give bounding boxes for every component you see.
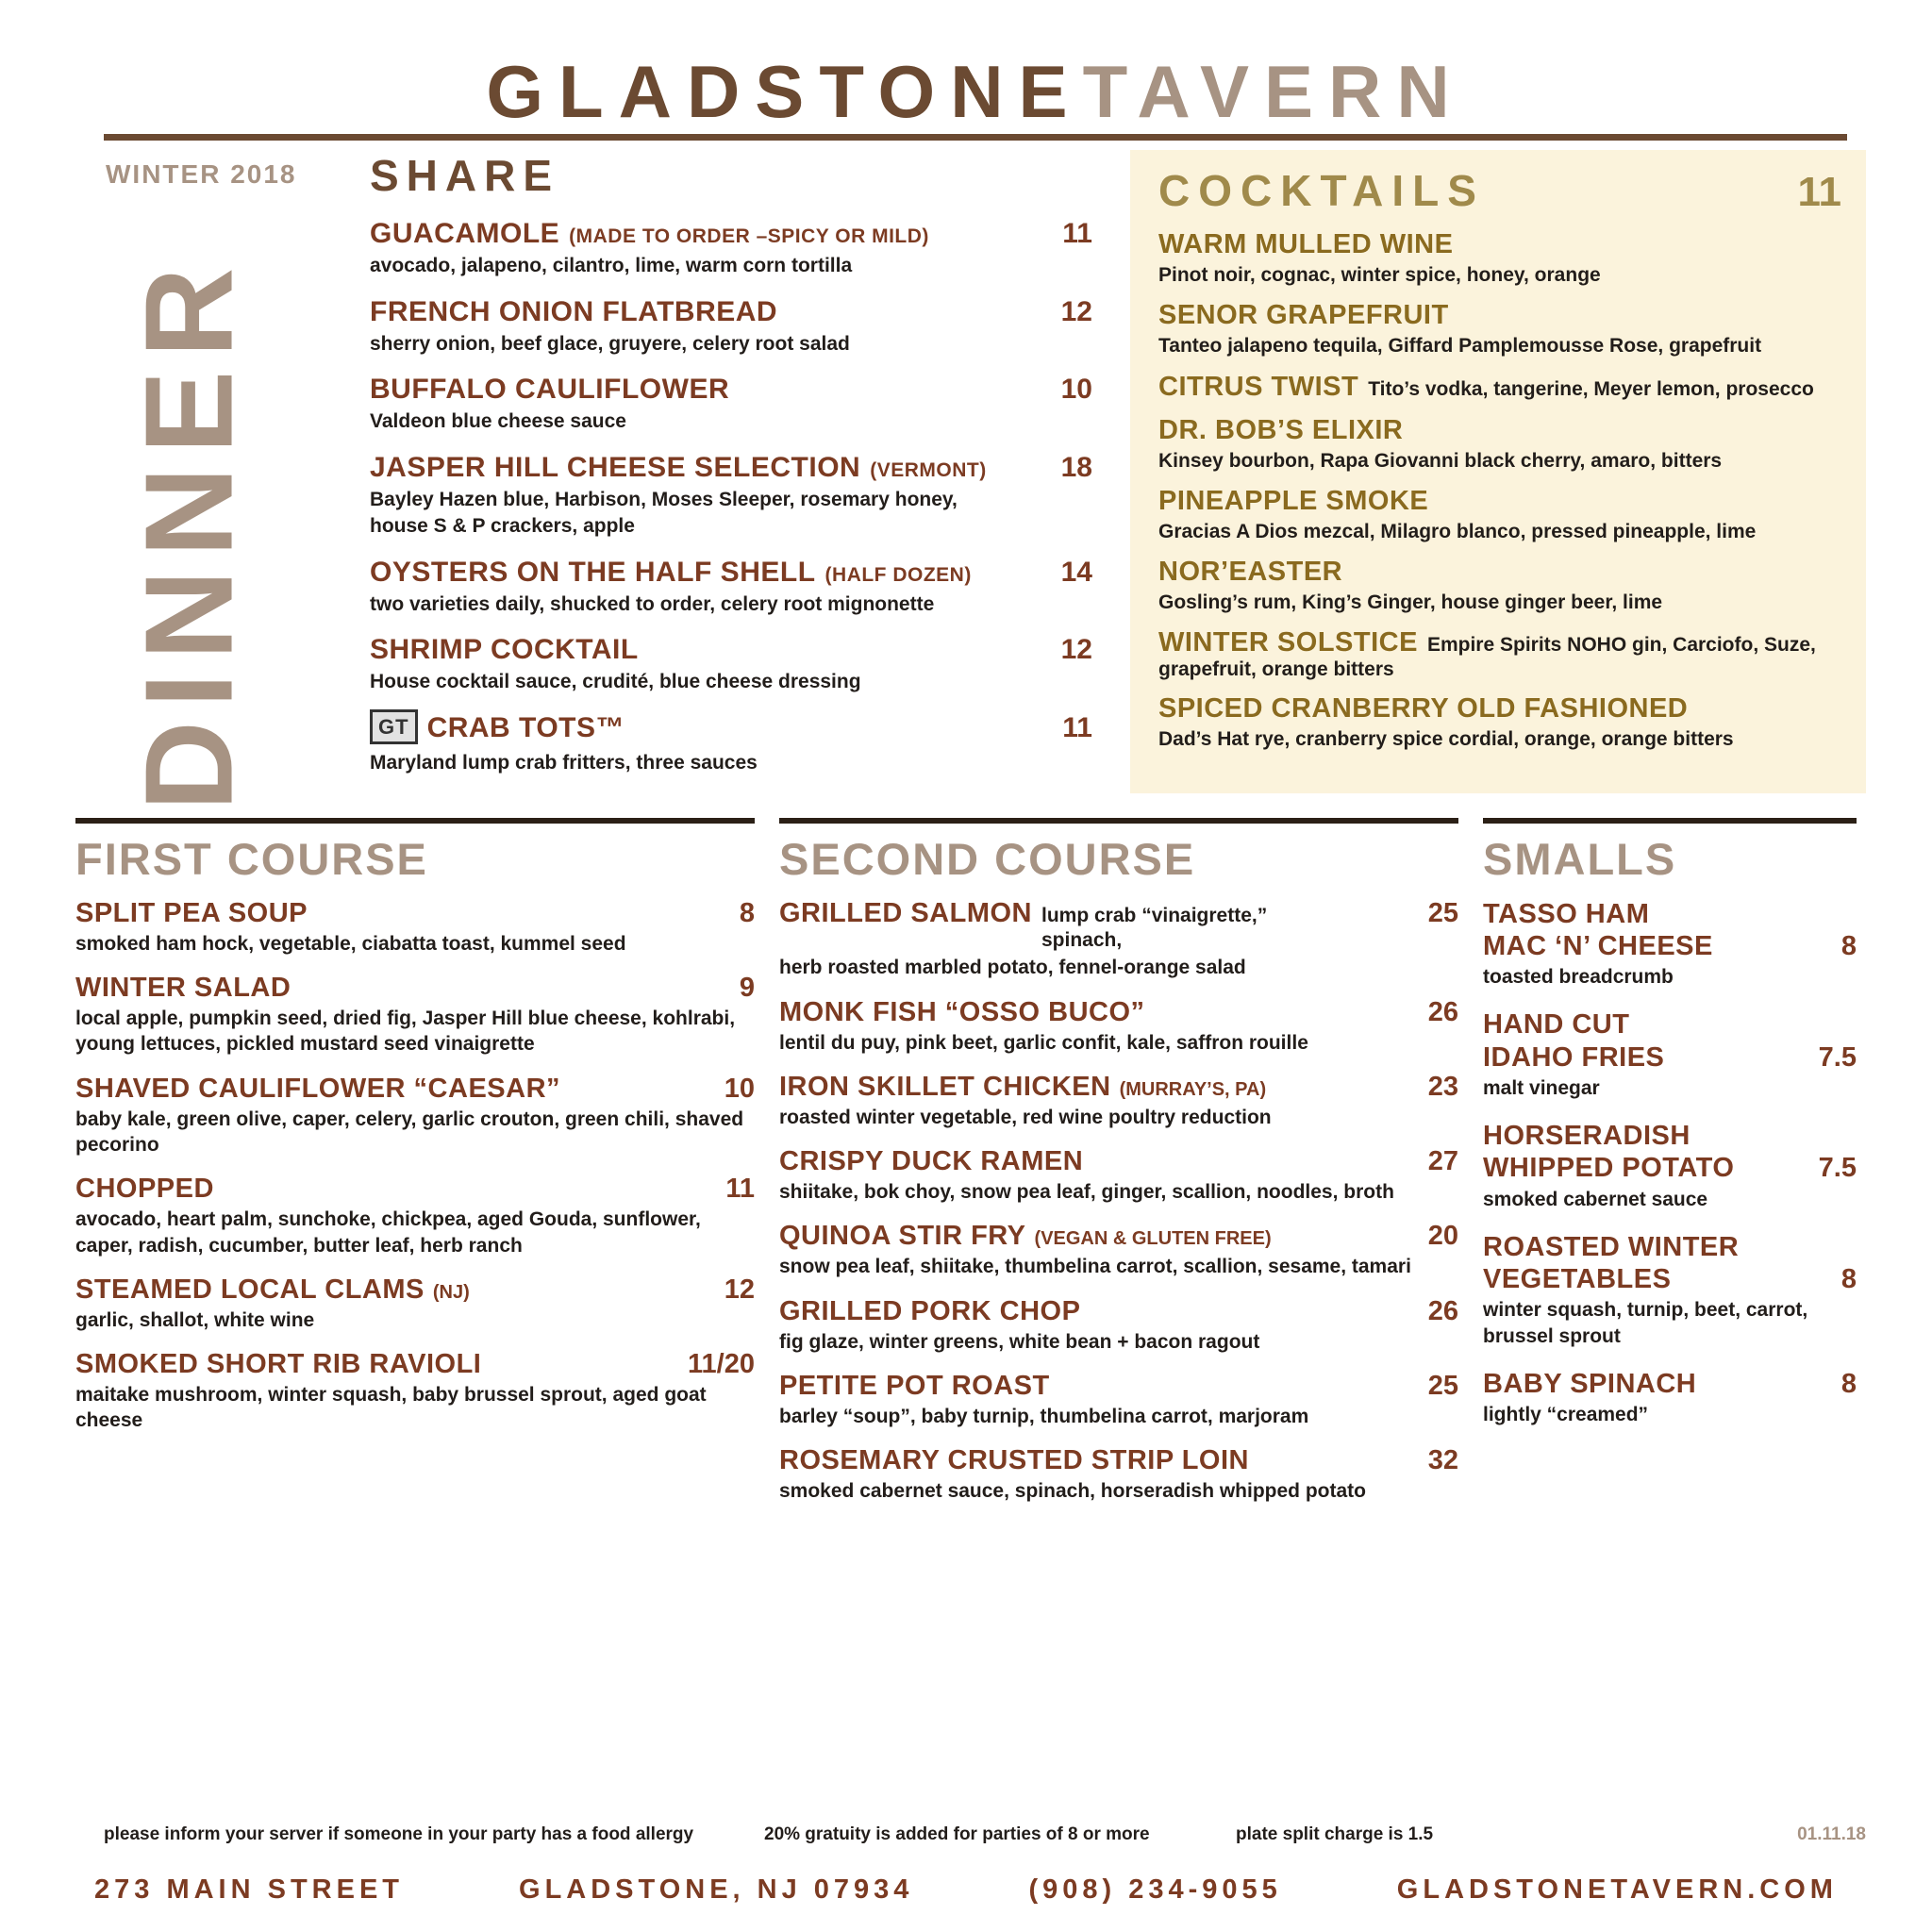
item-name: JASPER HILL CHEESE SELECTION [370, 452, 861, 484]
menu-item [370, 374, 1092, 435]
cocktail-name: NOR’EASTER [1158, 557, 1343, 588]
item-name: WINTER SALAD [75, 973, 291, 1004]
phone-number[interactable]: (908) 234-9055 [1028, 1874, 1282, 1905]
item-description: Valdeon blue cheese sauce [370, 410, 626, 433]
item-name: OYSTERS ON THE HALF SHELL [370, 556, 816, 588]
item-name-line2: IDAHO FRIES [1483, 1041, 1665, 1073]
cocktail-name: WINTER SOLSTICE [1158, 627, 1418, 658]
item-description: snow pea leaf, shiitake, thumbelina carrot, scallion, sesame, tamari [779, 1256, 1411, 1278]
cocktail-name: SENOR GRAPEFRUIT [1158, 300, 1449, 331]
cocktails-title: COCKTAILS [1158, 166, 1485, 215]
share-section [349, 150, 1121, 793]
item-name: BUFFALO CAULIFLOWER [370, 374, 730, 406]
cocktail-name: DR. BOB’S ELIXIR [1158, 414, 1404, 445]
cocktails-header [1158, 165, 1841, 216]
item-description: toasted breadcrumb [1483, 966, 1674, 989]
item-price: 7.5 [1818, 1041, 1857, 1073]
cocktail-name: SPICED CRANBERRY OLD FASHIONED [1158, 693, 1689, 724]
upper-section [66, 150, 1866, 811]
item-name-line1: HORSERADISH [1483, 1121, 1690, 1152]
menu-item [75, 1274, 755, 1333]
item-name: FRENCH ONION FLATBREAD [370, 295, 778, 327]
item-qualifier: (NJ) [432, 1281, 470, 1303]
item-price: 8 [1840, 1368, 1857, 1399]
menu-item [1483, 1231, 1857, 1349]
menu-item [75, 1074, 755, 1158]
second-course-section [779, 818, 1458, 1521]
item-name: IRON SKILLET CHICKEN [779, 1071, 1111, 1102]
cocktail-item [1158, 415, 1841, 474]
restaurant-name-first: GLADSTONE [486, 50, 1083, 133]
item-description: maitake mushroom, winter squash, baby brussel sprout, aged goat cheese [75, 1384, 707, 1432]
menu-item [370, 218, 1092, 279]
menu-item [779, 1445, 1458, 1504]
item-inline-description: lump crab “vinaigrette,” spinach, [1041, 904, 1268, 951]
item-description: two varieties daily, shucked to order, celery root mignonette [370, 592, 935, 615]
item-name: CHOPPED [75, 1174, 214, 1205]
item-description: barley “soup”, baby turnip, thumbelina carrot, marjoram [779, 1406, 1309, 1428]
plate-split-note: plate split charge is 1.5 [1236, 1824, 1434, 1844]
cocktail-description: Kinsey bourbon, Rapa Giovanni black cherry, amaro, bitters [1158, 449, 1723, 472]
cocktail-name: PINEAPPLE SMOKE [1158, 485, 1429, 516]
cocktail-item [1158, 300, 1841, 358]
item-description: smoked cabernet sauce, spinach, horseradish whipped potato [779, 1480, 1366, 1503]
website-url[interactable]: GLADSTONETAVERN.COM [1396, 1874, 1838, 1905]
menu-item [779, 1371, 1458, 1429]
item-price: 9 [739, 973, 755, 1004]
item-price: 14 [1060, 556, 1092, 588]
item-price: 32 [1427, 1445, 1458, 1476]
item-description: smoked cabernet sauce [1483, 1188, 1708, 1210]
smalls-title: SMALLS [1483, 833, 1677, 884]
item-name: SHRIMP COCKTAIL [370, 634, 639, 666]
item-description: garlic, shallot, white wine [75, 1308, 315, 1331]
item-name: SMOKED SHORT RIB RAVIOLI [75, 1349, 482, 1380]
menu-item [370, 557, 1092, 618]
cocktail-description: Pinot noir, cognac, winter spice, honey, orange [1158, 264, 1601, 286]
item-name-line1: HAND CUT [1483, 1009, 1630, 1041]
item-price: 12 [1060, 634, 1092, 666]
smalls-section [1483, 818, 1857, 1521]
share-title: SHARE [370, 151, 560, 200]
menu-item [370, 634, 1092, 695]
menu-item [1483, 1120, 1857, 1212]
street-address: 273 MAIN STREET [94, 1874, 404, 1905]
item-name: PETITE POT ROAST [779, 1371, 1050, 1402]
item-description: baby kale, green olive, caper, celery, garlic crouton, green chili, shaved pecorino [75, 1108, 744, 1156]
city-state-zip: GLADSTONE, NJ 07934 [519, 1874, 914, 1905]
item-qualifier: (VEGAN & GLUTEN FREE) [1034, 1228, 1272, 1250]
item-price: 12 [1060, 295, 1092, 327]
item-name-line2: BABY SPINACH [1483, 1368, 1697, 1399]
item-description: sherry onion, beef glace, gruyere, celery root salad [370, 332, 850, 355]
cocktail-item [1158, 486, 1841, 544]
cocktail-description: Tanteo jalapeno tequila, Giffard Pamplemousse Rose, grapefruit [1158, 335, 1762, 358]
address-bar [66, 1874, 1866, 1906]
item-price: 12 [724, 1274, 755, 1305]
cocktail-item [1158, 557, 1841, 615]
item-name: QUINOA STIR FRY [779, 1221, 1026, 1252]
dinner-vertical-label: DINNER [119, 254, 258, 811]
restaurant-name-second: TAVERN [1082, 50, 1465, 133]
item-description: smoked ham hock, vegetable, ciabatta toast, kummel seed [75, 932, 626, 955]
item-price: 23 [1427, 1071, 1458, 1102]
item-description: Maryland lump crab fritters, three sauces [370, 752, 758, 774]
menu-item [779, 898, 1458, 981]
item-price: 8 [1840, 1264, 1857, 1295]
masthead [104, 50, 1847, 141]
menu-item [779, 1072, 1458, 1130]
item-price: 10 [724, 1073, 755, 1104]
menu-item [370, 296, 1092, 358]
item-price: 11 [1062, 218, 1092, 249]
item-price: 8 [1840, 930, 1857, 961]
menu-item [370, 452, 1092, 539]
left-rail [66, 150, 349, 811]
cocktail-item [1158, 693, 1841, 752]
item-description: local apple, pumpkin seed, dried fig, Jasper Hill blue cheese, kohlrabi, young lettuces, pickled mustard seed vinaigrette [75, 1008, 736, 1056]
item-description: fig glaze, winter greens, white bean + bacon ragout [779, 1330, 1260, 1353]
menu-item [1483, 898, 1857, 991]
item-qualifier: (VERMONT) [870, 459, 987, 482]
season-label: WINTER 2018 [106, 159, 297, 189]
item-price: 8 [739, 897, 755, 928]
item-description: malt vinegar [1483, 1076, 1600, 1099]
menu-item [779, 1296, 1458, 1355]
cocktail-item [1158, 229, 1841, 288]
gt-signature-badge-icon: GT [370, 709, 418, 744]
cocktail-item [1158, 372, 1841, 403]
cocktail-name: WARM MULLED WINE [1158, 229, 1454, 259]
item-price: 7.5 [1818, 1153, 1857, 1184]
item-name-line2: VEGETABLES [1483, 1264, 1672, 1295]
item-name: GRILLED SALMON [779, 897, 1032, 928]
menu-item [370, 712, 1092, 776]
item-price: 25 [1427, 1371, 1458, 1402]
cocktail-description: Gosling’s rum, King’s Ginger, house ginger beer, lime [1158, 591, 1663, 614]
item-price: 27 [1427, 1146, 1458, 1177]
item-description: lightly “creamed” [1483, 1404, 1649, 1426]
item-name-line2: MAC ‘N’ CHEESE [1483, 930, 1713, 961]
item-description: winter squash, turnip, beet, carrot, brussel sprout [1483, 1299, 1808, 1347]
cocktail-description: Tito’s vodka, tangerine, Meyer lemon, prosecco [1368, 377, 1814, 400]
item-price: 20 [1427, 1221, 1458, 1252]
item-description: Bayley Hazen blue, Harbison, Moses Sleeper, rosemary honey, house S & P crackers, apple [370, 489, 958, 537]
item-name: GRILLED PORK CHOP [779, 1295, 1081, 1326]
item-description: roasted winter vegetable, red wine poultry reduction [779, 1106, 1272, 1128]
item-description: lentil du puy, pink beet, garlic confit, kale, saffron rouille [779, 1031, 1308, 1054]
menu-date: 01.11.18 [1797, 1824, 1866, 1844]
item-price: 11 [725, 1174, 755, 1205]
menu-item [1483, 1008, 1857, 1101]
item-name: CRAB TOTS™ [426, 712, 625, 744]
item-price: 26 [1427, 996, 1458, 1027]
item-name: ROSEMARY CRUSTED STRIP LOIN [779, 1445, 1249, 1476]
item-qualifier: (MADE TO ORDER –SPICY OR MILD) [569, 225, 929, 247]
item-price: 10 [1060, 374, 1092, 406]
cocktail-description: Dad’s Hat rye, cranberry spice cordial, orange, orange bitters [1158, 728, 1734, 751]
first-course-title: FIRST COURSE [75, 833, 428, 884]
item-name: GUACAMOLE [370, 218, 560, 249]
item-name-line1: ROASTED WINTER [1483, 1231, 1740, 1262]
cocktail-description: Empire Spirits NOHO gin, Carciofo, Suze, grapefruit, orange bitters [1158, 634, 1816, 681]
second-course-title: SECOND COURSE [779, 833, 1196, 884]
cocktail-name: CITRUS TWIST [1158, 371, 1359, 402]
cocktail-item [1158, 627, 1841, 681]
first-course-section [75, 818, 755, 1521]
item-name: SPLIT PEA SOUP [75, 897, 308, 928]
item-price: 11 [1062, 712, 1092, 744]
item-name-line1: TASSO HAM [1483, 898, 1650, 929]
item-description: avocado, jalapeno, cilantro, lime, warm corn tortilla [370, 255, 853, 276]
item-price: 25 [1427, 897, 1458, 928]
menu-item [75, 1349, 755, 1434]
item-price: 11/20 [688, 1349, 755, 1380]
item-price: 26 [1427, 1295, 1458, 1326]
menu-item [779, 1146, 1458, 1205]
cocktails-section [1130, 150, 1866, 793]
item-description: avocado, heart palm, sunchoke, chickpea, aged Gouda, sunflower, caper, radish, cucumber, butter leaf, herb ranch [75, 1208, 701, 1257]
item-price: 18 [1060, 452, 1092, 484]
menu-item [75, 973, 755, 1058]
menu-item [779, 997, 1458, 1056]
item-description: shiitake, bok choy, snow pea leaf, ginger, scallion, noodles, broth [779, 1181, 1394, 1204]
item-qualifier: (MURRAY’S, PA) [1119, 1078, 1267, 1100]
item-description: House cocktail sauce, crudité, blue cheese dressing [370, 671, 861, 693]
cocktails-price: 11 [1797, 169, 1841, 215]
allergy-note: please inform your server if someone in your party has a food allergy [104, 1824, 694, 1844]
lower-section [66, 818, 1866, 1521]
menu-item [1483, 1368, 1857, 1428]
item-name: SHAVED CAULIFLOWER “CAESAR” [75, 1073, 561, 1104]
item-name: CRISPY DUCK RAMEN [779, 1146, 1084, 1177]
item-qualifier: (HALF DOZEN) [824, 563, 972, 586]
menu-item [75, 898, 755, 957]
item-name: MONK FISH “OSSO BUCO” [779, 996, 1145, 1027]
cocktail-description: Gracias A Dios mezcal, Milagro blanco, pressed pineapple, lime [1158, 520, 1757, 542]
menu-item [75, 1174, 755, 1258]
gratuity-note: 20% gratuity is added for parties of 8 or more [764, 1824, 1150, 1844]
footnotes [104, 1824, 1866, 1845]
item-name: STEAMED LOCAL CLAMS [75, 1274, 425, 1305]
item-description: herb roasted marbled potato, fennel-orange salad [779, 957, 1246, 979]
item-name-line2: WHIPPED POTATO [1483, 1153, 1735, 1184]
menu-item [779, 1221, 1458, 1279]
